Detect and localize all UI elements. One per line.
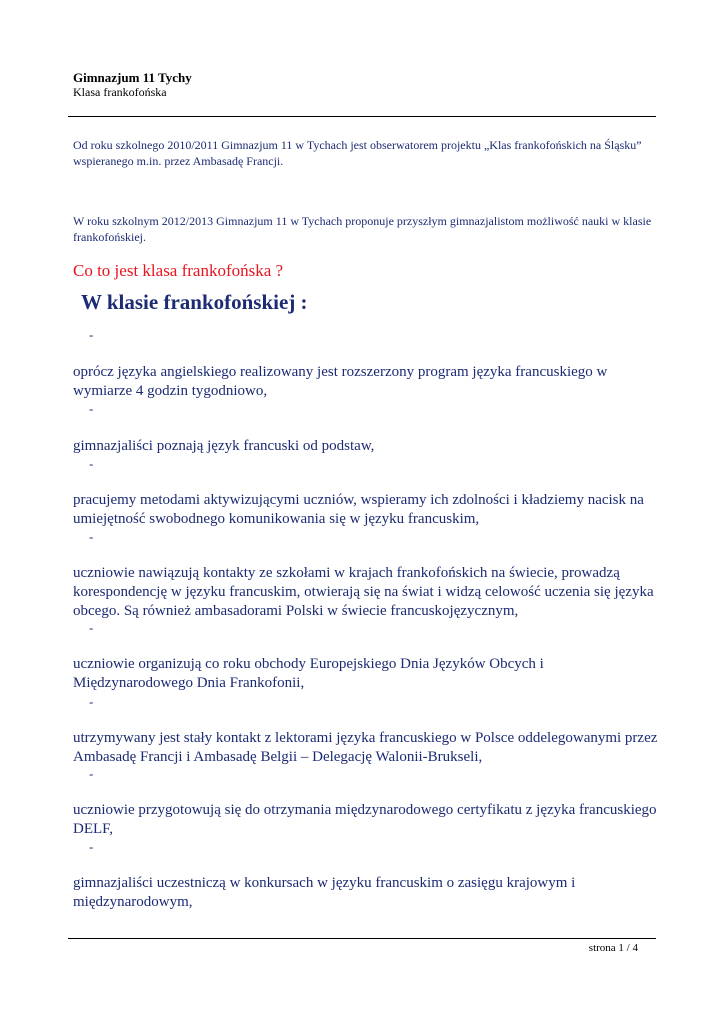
- list-item: uczniowie nawiązują kontakty ze szkołami w krajach frankofońskich na świecie, prowadzą korespondencję w języku francuskim, otwierają się na świat i widzą celowość uczenia się języka obcego. Są również ambasadorami Polski w świecie francuskojęzycznym,: [73, 565, 654, 619]
- intro-paragraph-2: W roku szkolnym 2012/2013 Gimnazjum 11 w Tychach proponuje przyszłym gimnazjalistom możliwość nauki w klasie frankofońskiej.: [73, 214, 652, 244]
- header-title: Gimnazjum 11 Tychy: [73, 70, 192, 85]
- bullet-dash: -: [89, 620, 94, 635]
- bullet-dash: -: [89, 839, 94, 854]
- bullet-dash: -: [89, 456, 94, 471]
- header-subtitle: Klasa frankofońska: [73, 85, 167, 99]
- bullet-dash: -: [89, 766, 94, 781]
- list-item: gimnazjaliści poznają język francuski od podstaw,: [73, 438, 375, 454]
- page-number: strona 1 / 4: [588, 942, 638, 954]
- bullet-dash: -: [89, 529, 94, 544]
- list-item: oprócz języka angielskiego realizowany jest rozszerzony program języka francuskiego w wymiarze 4 godzin tygodniowo,: [73, 364, 608, 399]
- section-question: Co to jest klasa frankofońska ?: [73, 261, 284, 280]
- footer-divider: [68, 938, 656, 939]
- intro-paragraph-1: Od roku szkolnego 2010/2011 Gimnazjum 11 w Tychach jest obserwatorem projektu „Klas frankofońskich na Śląsku” wspieranego m.in. przez Ambasadę Francji.: [73, 138, 642, 168]
- bullet-dash: -: [89, 327, 94, 342]
- section-heading: W klasie frankofońskiej :: [81, 290, 308, 314]
- header-divider: [68, 116, 656, 117]
- bullet-dash: -: [89, 401, 94, 416]
- list-item: uczniowie przygotowują się do otrzymania międzynarodowego certyfikatu z języka francuskiego DELF,: [73, 802, 657, 837]
- bullet-dash: -: [89, 694, 94, 709]
- list-item: pracujemy metodami aktywizującymi uczniów, wspieramy ich zdolności i kładziemy nacisk na umiejętność swobodnego komunikowania się w języku francuskim,: [73, 492, 644, 527]
- list-item: gimnazjaliści uczestniczą w konkursach w języku francuskim o zasięgu krajowym i międzynarodowym,: [73, 875, 576, 910]
- list-item: utrzymywany jest stały kontakt z lektorami języka francuskiego w Polsce oddelegowanymi przez Ambasadę Francji i Ambasadę Belgii – Delegację Walonii-Brukseli,: [73, 730, 658, 765]
- list-item: uczniowie organizują co roku obchody Europejskiego Dnia Języków Obcych i Międzynarodowego Dnia Frankofonii,: [73, 656, 544, 691]
